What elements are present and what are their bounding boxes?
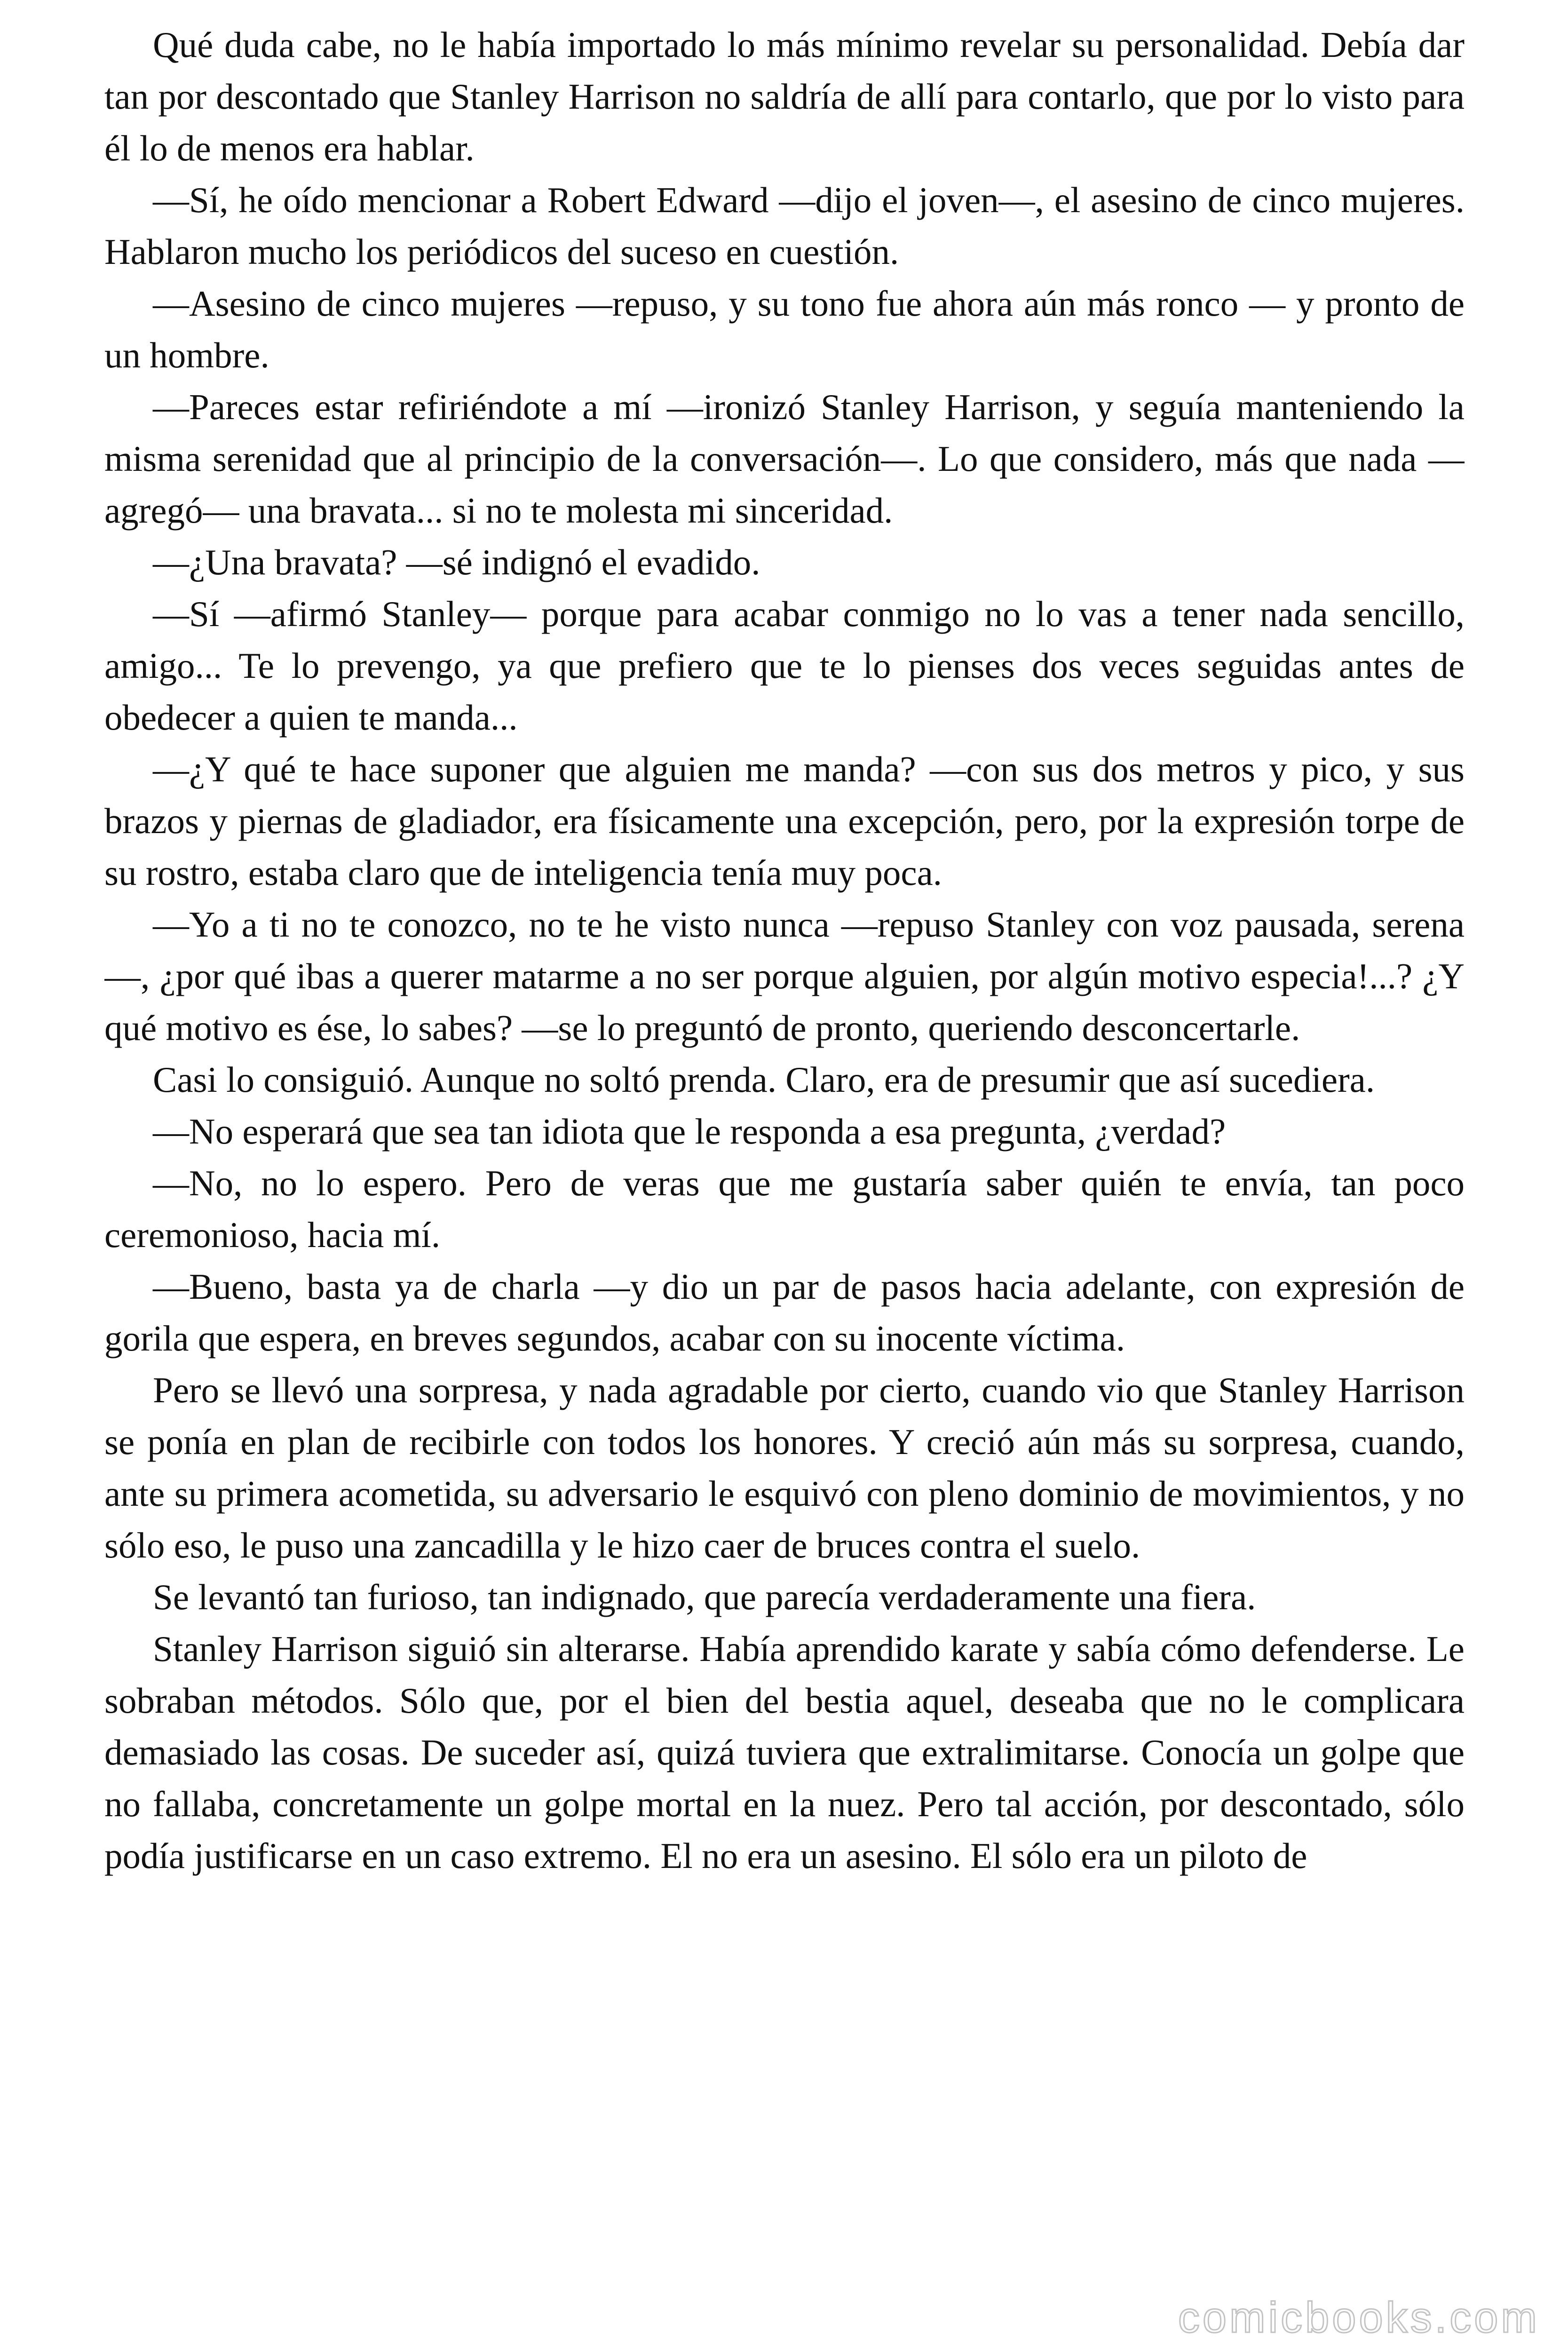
paragraph: —¿Y qué te hace suponer que alguien me manda? —con sus dos metros y pico, y sus brazos y piernas de gladiador, era físicamente una excepción, pero, por la expresión torpe de su rostro, estaba claro que de inteligencia tenía muy poca. bbox=[104, 749, 1465, 893]
paragraph: —Sí, he oído mencionar a Robert Edward —dijo el joven—, el asesino de cinco mujeres. Hablaron mucho los periódicos del suceso en cuestión. bbox=[104, 180, 1465, 272]
paragraph: Casi lo consiguió. Aunque no soltó prenda. Claro, era de presumir que así sucediera. bbox=[153, 1059, 1375, 1100]
paragraph: Qué duda cabe, no le había importado lo más mínimo revelar su personalidad. Debía dar tan por descontado que Stanley Harrison no saldría de allí para contarlo, que por lo visto para él lo de menos era hablar. bbox=[104, 24, 1465, 168]
paragraph: Pero se llevó una sorpresa, y nada agradable por cierto, cuando vio que Stanley Harrison se ponía en plan de recibirle con todos los honores. Y creció aún más su sorpresa, cuando, ante su primera acometida, su adversario le esquivó con pleno dominio de movimientos, y no sólo eso, le puso una zancadilla y le hizo caer de bruces contra el suelo. bbox=[104, 1370, 1465, 1565]
paragraph: —No esperará que sea tan idiota que le responda a esa pregunta, ¿verdad? bbox=[153, 1111, 1226, 1152]
paragraph: —Pareces estar refiriéndote a mí —ironizó Stanley Harrison, y seguía manteniendo la misma serenidad que al principio de la conversación—. Lo que considero, más que nada —agregó— una bravata... si no te molesta mi sinceridad. bbox=[104, 387, 1465, 531]
paragraph: —No, no lo espero. Pero de veras que me gustaría saber quién te envía, tan poco ceremonioso, hacia mí. bbox=[104, 1163, 1465, 1255]
document-page bbox=[104, 19, 1465, 2314]
paragraph: Stanley Harrison siguió sin alterarse. Había aprendido karate y sabía cómo defenderse. Le sobraban métodos. Sólo que, por el bien del bestia aquel, deseaba que no le complicara demasiado las cosas. De suceder así, quizá tuviera que extralimitarse. Conocía un golpe que no fallaba, concretamente un golpe mortal en la nuez. Pero tal acción, por descontado, sólo podía justificarse en un caso extremo. El no era un asesino. El sólo era un piloto de bbox=[104, 1629, 1465, 1876]
watermark: comicbooks.com bbox=[1178, 2294, 1540, 2342]
paragraph: —Bueno, basta ya de charla —y dio un par de pasos hacia adelante, con expresión de gorila que espera, en breves segundos, acabar con su inocente víctima. bbox=[104, 1266, 1465, 1359]
paragraph: —Yo a ti no te conozco, no te he visto nunca —repuso Stanley con voz pausada, serena—, ¿por qué ibas a querer matarme a no ser porque alguien, por algún motivo especia!...? ¿Y qué motivo es ése, lo sabes? —se lo preguntó de pronto, queriendo desconcertarle. bbox=[104, 904, 1465, 1048]
paragraph: —¿Una bravata? —sé indignó el evadido. bbox=[153, 542, 760, 582]
paragraph: —Asesino de cinco mujeres —repuso, y su tono fue ahora aún más ronco — y pronto de un hombre. bbox=[104, 283, 1465, 375]
paragraph: Se levantó tan furioso, tan indignado, que parecía verdaderamente una fiera. bbox=[153, 1577, 1256, 1617]
paragraph: —Sí —afirmó Stanley— porque para acabar conmigo no lo vas a tener nada sencillo, amigo... Te lo prevengo, ya que prefiero que te lo pienses dos veces seguidas antes de obedecer a quien te manda... bbox=[104, 594, 1465, 738]
